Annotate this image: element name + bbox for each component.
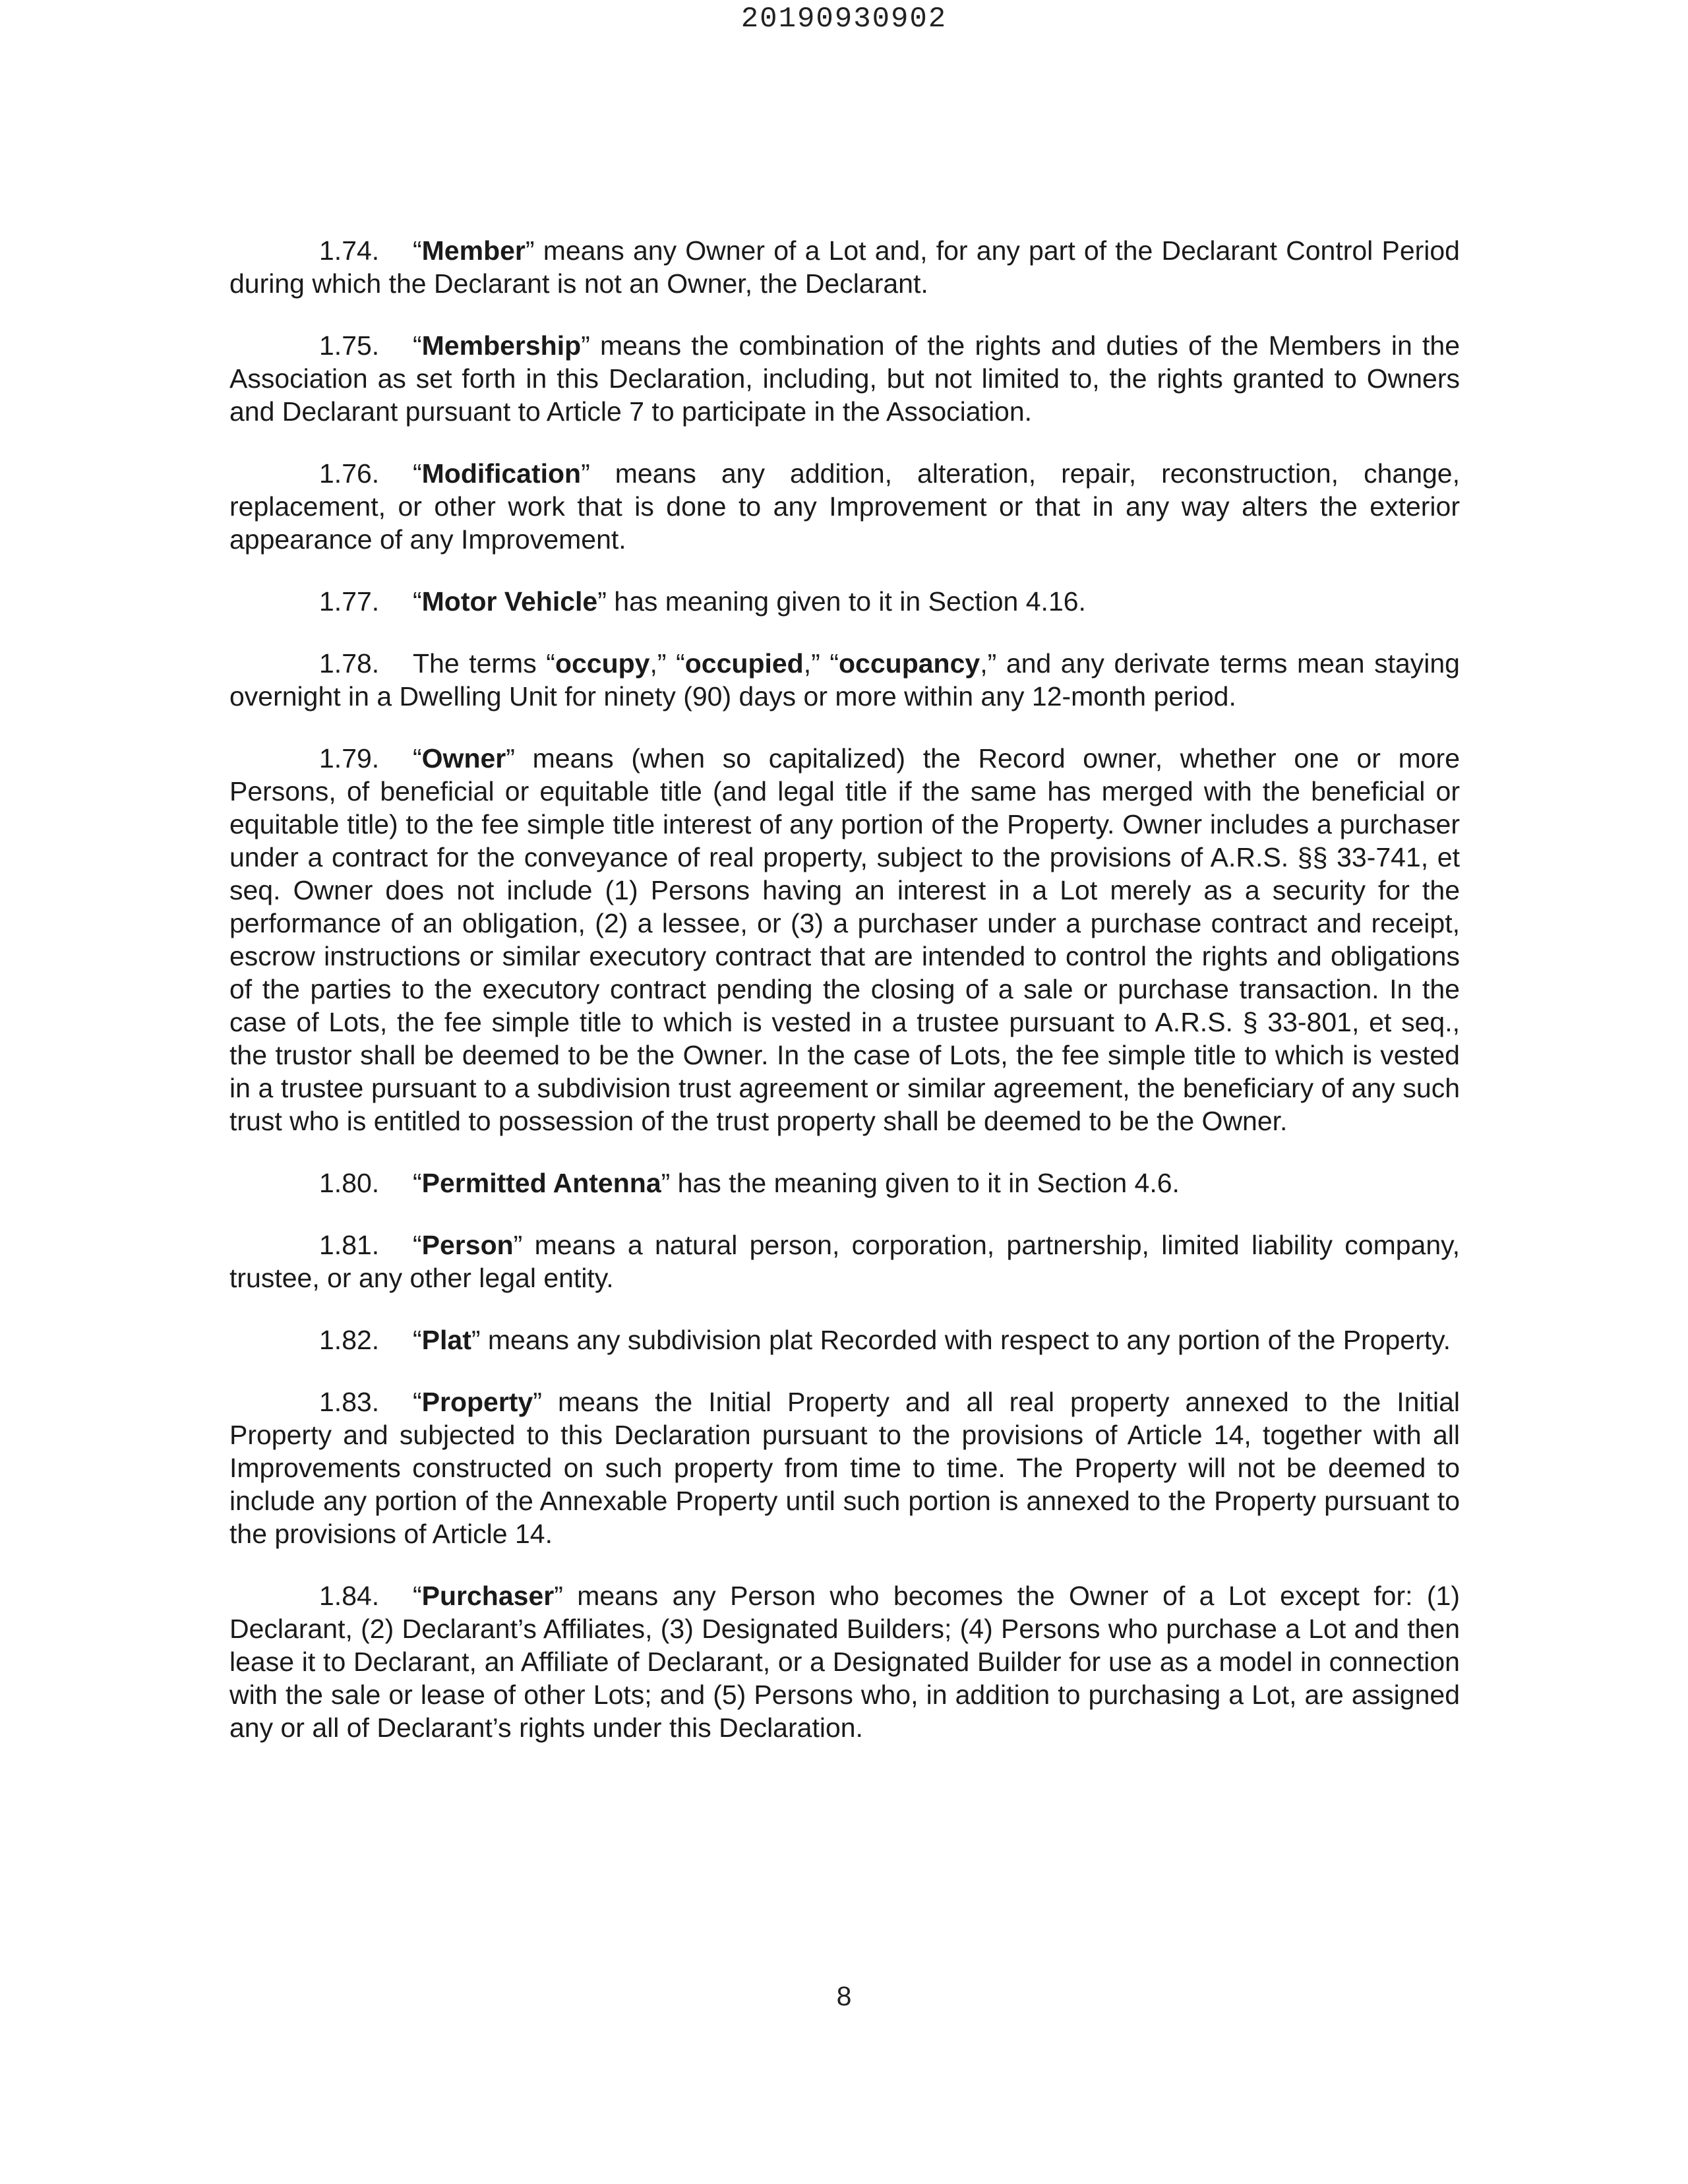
clause-text: ” has meaning given to it in Section 4.16. xyxy=(597,586,1086,617)
clause-1-79: 1.79. “Owner” means (when so capitalized) the Record owner, whether one or more Persons, of beneficial or equitable title (and legal title if the same has merged with the beneficial or equitable title) to the fee simple title interest of any portion of the Property. Owner includes a purchaser under a contract for the conveyance of real property, subject to the provisions of A.R.S. §§ 33-741, et seq. Owner does not include (1) Persons having an interest in a Lot merely as a security for the performance of an obligation, (2) a lessee, or (3) a purchaser under a purchase contract and receipt, escrow instructions or similar executory contract that are intended to control the rights and obligations of the parties to the executory contract pending the closing of a sale or purchase transaction. In the case of Lots, the fee simple title to which is vested in a trustee pursuant to A.R.S. § 33-801, et seq., the trustor shall be deemed to be the Owner. In the case of Lots, the fee simple title to which is vested in a trustee pursuant to a subdivision trust agreement or similar agreement, the beneficiary of any such trust who is entitled to possession of the trust property shall be deemed to be the Owner. xyxy=(229,743,1460,1136)
clause-text: ” means the Initial Property and all real property annexed to the Initial Property and subjected to this Declaration pursuant to the provisions of Article 14, together with all Improvements constructed on such property from time to time. The Property will not be deemed to include any portion of the Annexable Property until such portion is annexed to the Property pursuant to the provisions of Article 14. xyxy=(229,1387,1460,1549)
defined-term: Modification xyxy=(421,458,582,489)
clause-1-75: 1.75. “Membership” means the combination of the rights and duties of the Members in the Association as set forth in this Declaration, including, but not limited to, the rights granted to Owners and Declarant pursuant to Article 7 to participate in the Association. xyxy=(229,330,1460,427)
defined-term: Permitted Antenna xyxy=(421,1168,661,1198)
defined-term: Person xyxy=(421,1230,514,1260)
defined-term: Property xyxy=(421,1387,533,1417)
defined-term: occupy xyxy=(555,648,650,679)
defined-term: Owner xyxy=(421,743,506,774)
defined-term: Membership xyxy=(421,330,582,361)
defined-term: Plat xyxy=(421,1325,471,1355)
clause-text: ” means any subdivision plat Recorded with respect to any portion of the Property. xyxy=(471,1325,1451,1355)
clause-number: 1.83. xyxy=(319,1387,380,1417)
clause-text: ” means any addition, alteration, repair, reconstruction, change, replacement, or other work that is done to any Improvement or that in any way alters the exterior appearance of any Improvement. xyxy=(229,458,1460,555)
clause-text: ” means any Person who becomes the Owner of a Lot except for: (1) Declarant, (2) Declarant’s Affiliates, (3) Designated Builders; (4) Persons who purchase a Lot and then lease it to Declarant, an Affiliate of Declarant, or a Designated Builder for use as a model in connection with the sale or lease of other Lots; and (5) Persons who, in addition to purchasing a Lot, are assigned any or all of Declarant’s rights under this Declaration. xyxy=(229,1581,1460,1743)
defined-term: Motor Vehicle xyxy=(421,586,598,617)
clause-text: ” means the combination of the rights and duties of the Members in the Association as set forth in this Declaration, including, but not limited to, the rights granted to Owners and Declarant pursuant to Article 7 to participate in the Association. xyxy=(229,330,1460,427)
document-number: 20190930902 xyxy=(740,3,948,36)
definitions-section xyxy=(229,234,1460,1773)
clause-number: 1.84. xyxy=(319,1581,380,1611)
clause-number: 1.79. xyxy=(319,743,380,774)
clause-1-76: 1.76. “Modification” means any addition, alteration, repair, reconstruction, change, replacement, or other work that is done to any Improvement or that in any way alters the exterior appearance of any Improvement. xyxy=(229,458,1460,555)
defined-term: occupied xyxy=(684,648,804,679)
clause-text: ” has the meaning given to it in Section 4.6. xyxy=(661,1168,1180,1198)
clause-1-74: 1.74. “Member” means any Owner of a Lot and, for any part of the Declarant Control Period during which the Declarant is not an Owner, the Declarant. xyxy=(229,235,1460,299)
clause-text: ” means (when so capitalized) the Record owner, whether one or more Persons, of beneficial or equitable title (and legal title if the same has merged with the beneficial or equitable title) to the fee simple title interest of any portion of the Property. Owner includes a purchaser under a contract for the conveyance of real property, subject to the provisions of A.R.S. §§ 33-741, et seq. Owner does not include (1) Persons having an interest in a Lot merely as a security for the performance of an obligation, (2) a lessee, or (3) a purchaser under a purchase contract and receipt, escrow instructions or similar executory contract that are intended to control the rights and obligations of the parties to the executory contract pending the closing of a sale or purchase transaction. In the case of Lots, the fee simple title to which is vested in a trustee pursuant to A.R.S. § 33-801, et seq., the trustor shall be deemed to be the Owner. In the case of Lots, the fee simple title to which is vested in a trustee pursuant to a subdivision trust agreement or similar agreement, the beneficiary of any such trust who is entitled to possession of the trust property shall be deemed to be the Owner. xyxy=(229,743,1460,1136)
clause-1-80: 1.80. “Permitted Antenna” has the meaning given to it in Section 4.6. xyxy=(319,1168,1180,1198)
defined-term: occupancy xyxy=(839,648,980,679)
clause-text: ” means any Owner of a Lot and, for any part of the Declarant Control Period during which the Declarant is not an Owner, the Declarant. xyxy=(229,235,1460,299)
clause-1-82: 1.82. “Plat” means any subdivision plat Recorded with respect to any portion of the Property. xyxy=(319,1325,1451,1355)
clause-1-81: 1.81. “Person” means a natural person, corporation, partnership, limited liability company, trustee, or any other legal entity. xyxy=(229,1230,1460,1293)
clause-number: 1.76. xyxy=(319,458,380,489)
clause-number: 1.82. xyxy=(319,1325,380,1355)
clause-1-77: 1.77. “Motor Vehicle” has meaning given to it in Section 4.16. xyxy=(319,586,1086,617)
clause-number: 1.75. xyxy=(319,330,380,361)
page-number: 8 xyxy=(836,1981,852,2011)
clause-1-83: 1.83. “Property” means the Initial Property and all real property annexed to the Initial Property and subjected to this Declaration pursuant to the provisions of Article 14, together with all Improvements constructed on such property from time to time. The Property will not be deemed to include any portion of the Annexable Property until such portion is annexed to the Property pursuant to the provisions of Article 14. xyxy=(229,1387,1460,1549)
clause-text: ,” and any derivate terms mean staying overnight in a Dwelling Unit for ninety (90) days or more within any 12-month period. xyxy=(229,648,1460,712)
defined-term: Member xyxy=(421,235,526,266)
clause-1-84: 1.84. “Purchaser” means any Person who becomes the Owner of a Lot except for: (1) Declarant, (2) Declarant’s Affiliates, (3) Designated Builders; (4) Persons who purchase a Lot and then lease it to Declarant, an Affiliate of Declarant, or a Designated Builder for use as a model in connection with the sale or lease of other Lots; and (5) Persons who, in addition to purchasing a Lot, are assigned any or all of Declarant’s rights under this Declaration. xyxy=(229,1581,1460,1743)
clause-number: 1.81. xyxy=(319,1230,380,1260)
clause-text: ” means a natural person, corporation, partnership, limited liability company, trustee, or any other legal entity. xyxy=(229,1230,1460,1293)
clause-number: 1.74. xyxy=(319,235,380,266)
clause-1-78: 1.78. The terms “occupy,” “occupied,” “occupancy,” and any derivate terms mean staying overnight in a Dwelling Unit for ninety (90) days or more within any 12-month period. xyxy=(229,648,1460,712)
clause-number: 1.77. xyxy=(319,586,380,617)
clause-number: 1.80. xyxy=(319,1168,380,1198)
clause-number: 1.78. xyxy=(319,648,380,679)
defined-term: Purchaser xyxy=(421,1581,555,1611)
